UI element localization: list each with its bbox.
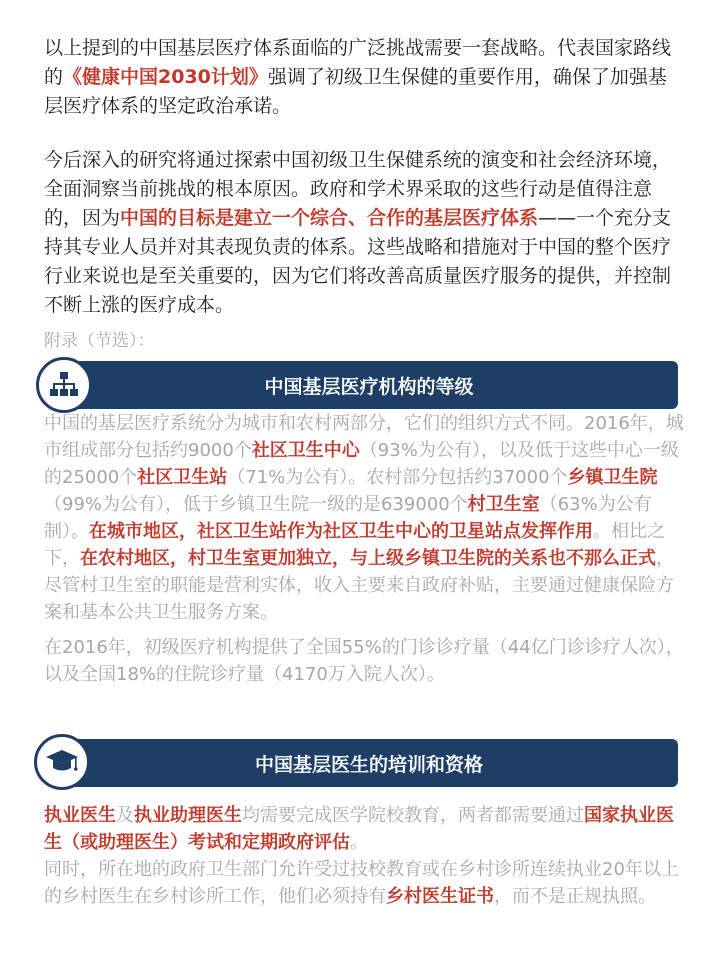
highlight-run: 在城市地区，社区卫生站作为社区卫生中心的卫星站点发挥作用 bbox=[89, 521, 593, 542]
text-run: 中国的基层医疗系统分为城市和农村两部分，它们的组织方式不同。2016年，城市组成部分包括约9000个 bbox=[44, 413, 684, 461]
highlight-run: 社区卫生站 bbox=[137, 467, 228, 488]
section-banner-training bbox=[60, 739, 678, 787]
highlight-run: 执业医生 bbox=[44, 805, 116, 826]
hierarchy-icon bbox=[36, 357, 92, 413]
intro-paragraph-2 bbox=[44, 146, 684, 320]
text-run: （71%为公有）。农村部分包括约37000个 bbox=[227, 467, 568, 488]
highlight-run: 村卫生室 bbox=[467, 494, 540, 515]
text-run: （93%为公有），以及低于这些中心一级的25000个 bbox=[44, 440, 679, 488]
text-run: 。 bbox=[350, 832, 368, 853]
section1-paragraph-1 bbox=[44, 410, 684, 626]
text-run: （63%为公有制）。 bbox=[44, 494, 652, 542]
highlight-run: 在农村地区，村卫生室更加独立，与上级乡镇卫生院的关系也不那么正式 bbox=[80, 548, 656, 569]
text-run: 以上提到的中国基层医疗体系面临的广泛挑战需要一套战略。代表国家路线的 bbox=[44, 37, 672, 88]
section-title: 中国基层医生的培训和资格 bbox=[254, 753, 483, 776]
section-banner-institutions bbox=[60, 361, 678, 409]
text-run: 均需要完成医学院校教育，两者都需要通过 bbox=[242, 805, 584, 826]
text-run: （99%为公有），低于乡镇卫生院一级的是639000个 bbox=[44, 494, 468, 515]
text-run: 。相比之下， bbox=[44, 521, 665, 569]
highlight-run: 乡镇卫生院 bbox=[567, 467, 658, 488]
text-run: ——一个充分支持其专业人员并对其表现负责的体系。这些战略和措施对于中国的整个医疗行业来说也是至关重要的，因为它们将改善高质量医疗服务的提供，并控制不断上涨的医疗成本。 bbox=[44, 207, 672, 316]
text-run: ，尽管村卫生室的职能是营利实体，收入主要来自政府补贴，主要通过健康保险方案和基本公共卫生服务方案。 bbox=[44, 548, 674, 623]
text-run: ，而不是正规执照。 bbox=[494, 886, 656, 907]
section1-paragraph-2 bbox=[44, 634, 684, 688]
text-run: 同时，所在地的政府卫生部门允许受过技校教育或在乡村诊所连续执业20年以上的乡村医生在乡村诊所工作，他们必须持有 bbox=[44, 859, 679, 907]
highlight-run: 《健康中国2030计划》 bbox=[63, 66, 268, 88]
text-run: 今后深入的研究将通过探索中国初级卫生保健系统的演变和社会经济环境，全面洞察当前挑战的根本原因。政府和学术界采取的这些行动是值得注意的，因为 bbox=[44, 149, 672, 229]
intro-paragraph-1 bbox=[44, 34, 684, 121]
section2-paragraph-2 bbox=[44, 856, 684, 910]
highlight-run: 乡村医生证书 bbox=[386, 886, 494, 907]
highlight-run: 执业助理医生 bbox=[134, 805, 242, 826]
text-run: 在2016年，初级医疗机构提供了全国55%的门诊诊疗量（44亿门诊诊疗人次），以及全国18%的住院诊疗量（4170万入院人次）。 bbox=[44, 637, 684, 685]
text-run: 强调了初级卫生保健的重要作用，确保了加强基层医疗体系的坚定政治承诺。 bbox=[44, 66, 667, 117]
text-run: 及 bbox=[116, 805, 134, 826]
appendix-label: 附录（节选）： bbox=[44, 331, 155, 351]
graduation-cap-icon bbox=[34, 734, 90, 790]
highlight-run: 国家执业医生（或助理医生）考试和定期政府评估 bbox=[44, 805, 674, 853]
highlight-run: 中国的目标是建立一个综合、合作的基层医疗体系 bbox=[120, 207, 539, 229]
section-title: 中国基层医疗机构的等级 bbox=[264, 375, 474, 398]
section2-paragraph-1 bbox=[44, 802, 684, 856]
highlight-run: 社区卫生中心 bbox=[251, 440, 360, 461]
